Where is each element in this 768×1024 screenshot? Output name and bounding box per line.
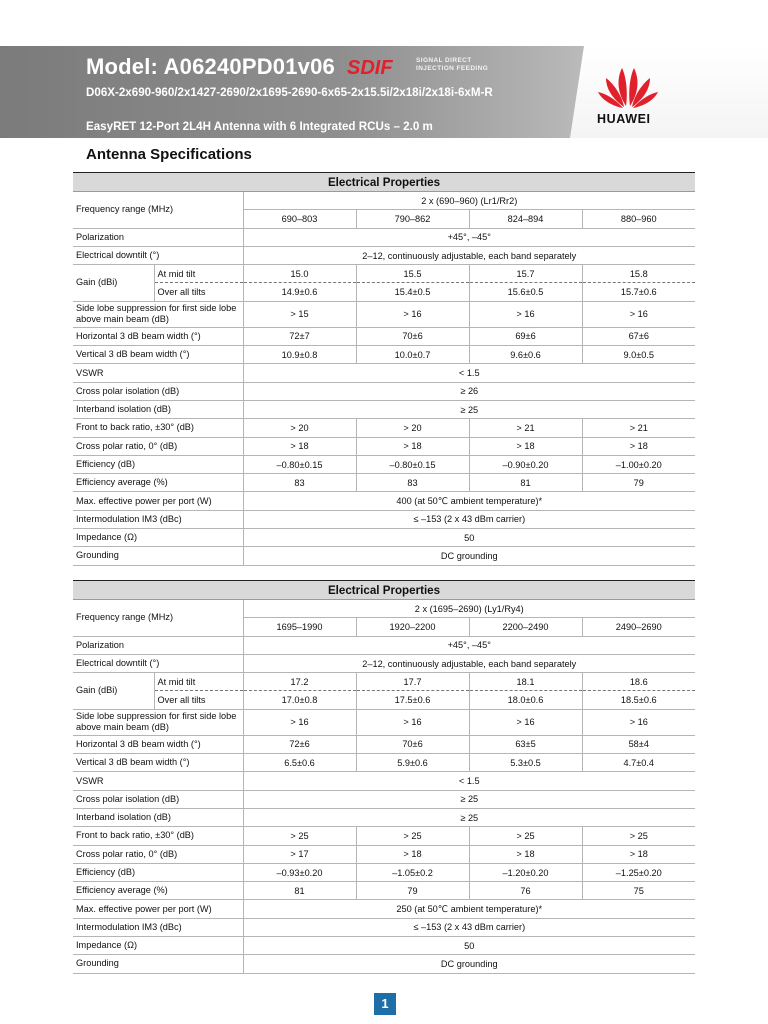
cell-value: 17.5±0.6: [356, 691, 469, 709]
row-label: VSWR: [73, 772, 243, 790]
cell-value: 4.7±0.4: [582, 754, 695, 772]
cell-value: 67±6: [582, 327, 695, 345]
cell-value: –0.80±0.15: [356, 455, 469, 473]
cell-value: 83: [243, 474, 356, 492]
cell-value: 9.0±0.5: [582, 346, 695, 364]
cell-value: 5.9±0.6: [356, 754, 469, 772]
cell-value: ≤ –153 (2 x 43 dBm carrier): [243, 918, 695, 936]
row-label: VSWR: [73, 364, 243, 382]
cell-value: 15.6±0.5: [469, 283, 582, 301]
row-label: Vertical 3 dB beam width (°): [73, 754, 243, 772]
cell-value: ≥ 26: [243, 382, 695, 400]
cell-value: 10.9±0.8: [243, 346, 356, 364]
band-header: 880–960: [582, 210, 695, 228]
cell-value: > 20: [356, 419, 469, 437]
cell-value: > 18: [469, 845, 582, 863]
cell-value: ≥ 25: [243, 808, 695, 826]
cell-value: ≥ 25: [243, 400, 695, 418]
cell-value: > 18: [582, 437, 695, 455]
cell-value: 75: [582, 882, 695, 900]
row-label: Vertical 3 dB beam width (°): [73, 346, 243, 364]
cell-value: 15.5: [356, 265, 469, 283]
cell-value: > 17: [243, 845, 356, 863]
cell-value: > 18: [469, 437, 582, 455]
row-label: Interband isolation (dB): [73, 400, 243, 418]
band-header: 2490–2690: [582, 618, 695, 636]
freq-group: 2 x (1695–2690) (Ly1/Ry4): [243, 600, 695, 618]
cell-value: 2–12, continuously adjustable, each band separately: [243, 654, 695, 672]
row-label: Polarization: [73, 228, 243, 246]
section-title: Antenna Specifications: [86, 146, 252, 163]
sub-label: At mid tilt: [154, 265, 243, 283]
cell-value: 17.2: [243, 673, 356, 691]
row-label: Intermodulation IM3 (dBc): [73, 510, 243, 528]
row-label: Impedance (Ω): [73, 529, 243, 547]
cell-value: > 25: [243, 827, 356, 845]
cell-value: 50: [243, 529, 695, 547]
cell-value: 5.3±0.5: [469, 754, 582, 772]
electrical-properties-table-1: [73, 172, 695, 566]
cell-value: > 18: [243, 437, 356, 455]
cell-value: –1.00±0.20: [582, 455, 695, 473]
cell-value: 18.5±0.6: [582, 691, 695, 709]
row-label: Horizontal 3 dB beam width (°): [73, 327, 243, 345]
cell-value: 15.0: [243, 265, 356, 283]
cell-value: > 18: [582, 845, 695, 863]
cell-value: –0.90±0.20: [469, 455, 582, 473]
cell-value: 15.7: [469, 265, 582, 283]
cell-value: –1.20±0.20: [469, 863, 582, 881]
cell-value: –0.80±0.15: [243, 455, 356, 473]
sdif-tagline-line: SIGNAL DIRECT: [416, 57, 472, 64]
row-label: Efficiency (dB): [73, 455, 243, 473]
cell-value: < 1.5: [243, 772, 695, 790]
model-title: Model: A06240PD01v06: [86, 54, 335, 79]
row-label: Gain (dBi): [73, 673, 154, 710]
cell-value: > 20: [243, 419, 356, 437]
cell-value: ≤ –153 (2 x 43 dBm carrier): [243, 510, 695, 528]
cell-value: 10.0±0.7: [356, 346, 469, 364]
band-header: 2200–2490: [469, 618, 582, 636]
cell-value: 250 (at 50℃ ambient temperature)*: [243, 900, 695, 918]
row-label: Efficiency average (%): [73, 882, 243, 900]
sdif-logo-text: SDIF: [347, 57, 393, 77]
row-label: Grounding: [73, 547, 243, 565]
row-label: Gain (dBi): [73, 265, 154, 302]
cell-value: > 25: [469, 827, 582, 845]
row-label: Interband isolation (dB): [73, 808, 243, 826]
cell-value: > 25: [582, 827, 695, 845]
cell-value: DC grounding: [243, 547, 695, 565]
row-label: Side lobe suppression for first side lobe above main beam (dB): [73, 301, 243, 327]
cell-value: 81: [243, 882, 356, 900]
cell-value: 58±4: [582, 735, 695, 753]
cell-value: > 16: [356, 709, 469, 735]
cell-value: 79: [582, 474, 695, 492]
cell-value: > 15: [243, 301, 356, 327]
cell-value: 76: [469, 882, 582, 900]
cell-value: > 16: [469, 709, 582, 735]
cell-value: 79: [356, 882, 469, 900]
cell-value: 83: [356, 474, 469, 492]
model-code: D06X-2x690-960/2x1427-2690/2x1695-2690-6x65-2x15.5i/2x18i/2x18i-6xM-R: [86, 86, 493, 99]
cell-value: 69±6: [469, 327, 582, 345]
cell-value: +45°, –45°: [243, 228, 695, 246]
sdif-tagline-line: INJECTION FEEDING: [416, 64, 489, 72]
row-label: Horizontal 3 dB beam width (°): [73, 735, 243, 753]
row-label: Grounding: [73, 955, 243, 973]
cell-value: < 1.5: [243, 364, 695, 382]
product-description: EasyRET 12-Port 2L4H Antenna with 6 Integrated RCUs – 2.0 m: [86, 120, 433, 133]
row-label: Max. effective power per port (W): [73, 900, 243, 918]
cell-value: 72±6: [243, 735, 356, 753]
cell-value: 72±7: [243, 327, 356, 345]
row-label: Frequency range (MHz): [73, 192, 243, 229]
cell-value: 2–12, continuously adjustable, each band separately: [243, 246, 695, 264]
cell-value: –1.25±0.20: [582, 863, 695, 881]
row-label: Front to back ratio, ±30° (dB): [73, 827, 243, 845]
cell-value: 18.0±0.6: [469, 691, 582, 709]
freq-group: 2 x (690–960) (Lr1/Rr2): [243, 192, 695, 210]
row-label: Cross polar isolation (dB): [73, 382, 243, 400]
cell-value: 6.5±0.6: [243, 754, 356, 772]
cell-value: > 16: [469, 301, 582, 327]
row-label: Polarization: [73, 636, 243, 654]
cell-value: > 16: [582, 709, 695, 735]
sub-label: Over all tilts: [154, 283, 243, 301]
sdif-tagline: [416, 57, 488, 72]
row-label: Impedance (Ω): [73, 937, 243, 955]
row-label: Electrical downtilt (°): [73, 654, 243, 672]
cell-value: > 21: [469, 419, 582, 437]
cell-value: > 16: [243, 709, 356, 735]
band-header: 790–862: [356, 210, 469, 228]
cell-value: 50: [243, 937, 695, 955]
cell-value: > 16: [356, 301, 469, 327]
band-header: 824–894: [469, 210, 582, 228]
band-header: 1695–1990: [243, 618, 356, 636]
row-label: Frequency range (MHz): [73, 600, 243, 637]
row-label: Intermodulation IM3 (dBc): [73, 918, 243, 936]
page-number: 1: [374, 993, 396, 1015]
cell-value: ≥ 25: [243, 790, 695, 808]
cell-value: 400 (at 50℃ ambient temperature)*: [243, 492, 695, 510]
table-title: Electrical Properties: [73, 173, 695, 192]
cell-value: 9.6±0.6: [469, 346, 582, 364]
cell-value: 17.0±0.8: [243, 691, 356, 709]
cell-value: +45°, –45°: [243, 636, 695, 654]
cell-value: 17.7: [356, 673, 469, 691]
huawei-petal-logo-icon: [596, 64, 660, 108]
cell-value: –0.93±0.20: [243, 863, 356, 881]
row-label: Efficiency average (%): [73, 474, 243, 492]
cell-value: DC grounding: [243, 955, 695, 973]
row-label: Efficiency (dB): [73, 863, 243, 881]
row-label: Cross polar ratio, 0° (dB): [73, 437, 243, 455]
cell-value: 14.9±0.6: [243, 283, 356, 301]
band-header: 690–803: [243, 210, 356, 228]
cell-value: > 18: [356, 437, 469, 455]
cell-value: 18.1: [469, 673, 582, 691]
cell-value: 15.4±0.5: [356, 283, 469, 301]
row-label: Electrical downtilt (°): [73, 246, 243, 264]
cell-value: > 16: [582, 301, 695, 327]
cell-value: 15.7±0.6: [582, 283, 695, 301]
cell-value: > 18: [356, 845, 469, 863]
sub-label: At mid tilt: [154, 673, 243, 691]
table-title: Electrical Properties: [73, 581, 695, 600]
sdif-logo-icon: [347, 57, 409, 77]
row-label: Front to back ratio, ±30° (dB): [73, 419, 243, 437]
row-label: Cross polar isolation (dB): [73, 790, 243, 808]
cell-value: 18.6: [582, 673, 695, 691]
cell-value: 70±6: [356, 735, 469, 753]
cell-value: –1.05±0.2: [356, 863, 469, 881]
cell-value: 63±5: [469, 735, 582, 753]
row-label: Max. effective power per port (W): [73, 492, 243, 510]
sub-label: Over all tilts: [154, 691, 243, 709]
electrical-properties-table-2: [73, 580, 695, 974]
band-header: 1920–2200: [356, 618, 469, 636]
cell-value: > 21: [582, 419, 695, 437]
row-label: Cross polar ratio, 0° (dB): [73, 845, 243, 863]
cell-value: 70±6: [356, 327, 469, 345]
row-label: Side lobe suppression for first side lobe above main beam (dB): [73, 709, 243, 735]
cell-value: > 25: [356, 827, 469, 845]
cell-value: 15.8: [582, 265, 695, 283]
brand-name: HUAWEI: [597, 112, 651, 126]
cell-value: 81: [469, 474, 582, 492]
